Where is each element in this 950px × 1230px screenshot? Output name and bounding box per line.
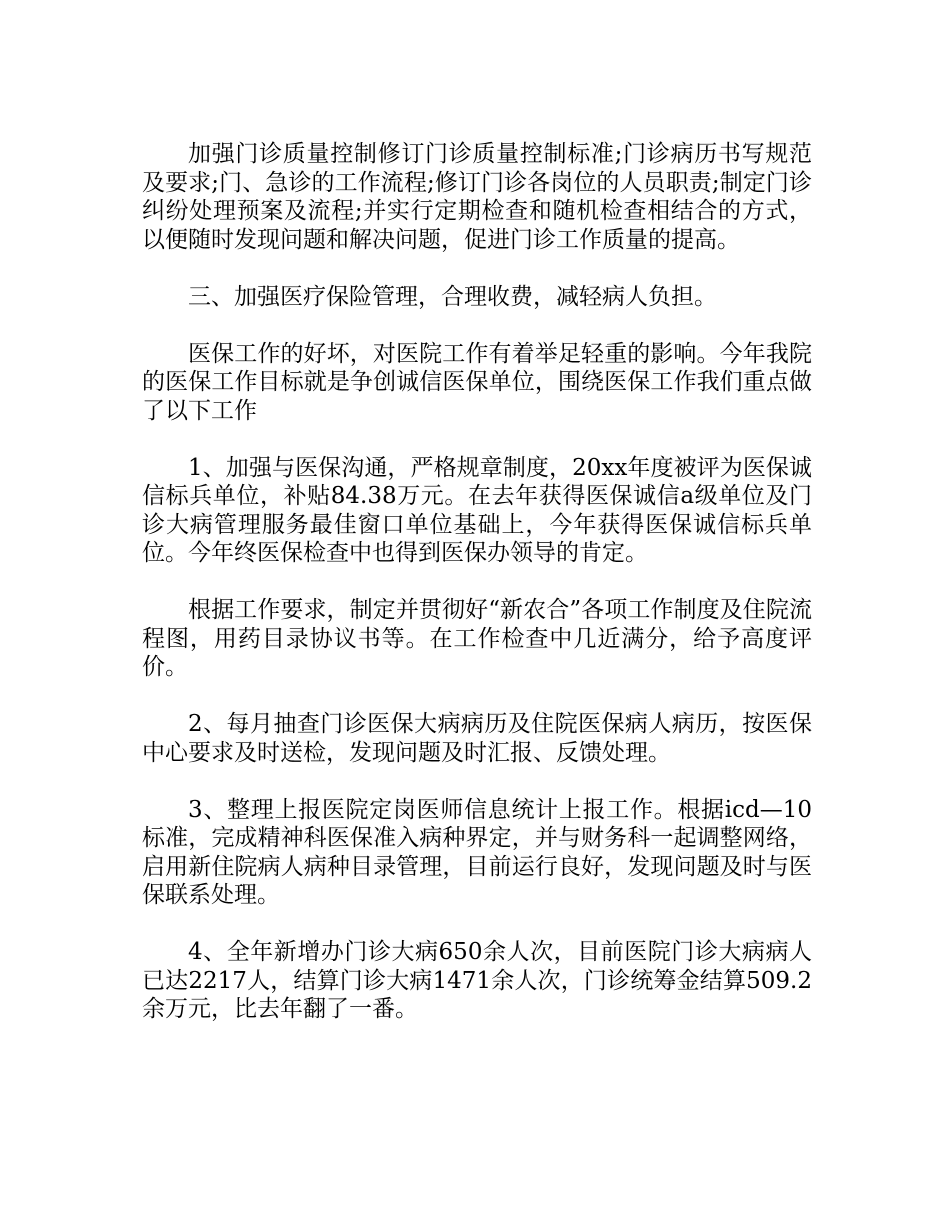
paragraph-item-3-icd10: 3、整理上报医院定岗医师信息统计上报工作。根据icd—10标准，完成精神科医保准入病种界定，并与财务科一起调整网络，启用新住院病人病种目录管理，目前运行良好，发现问题及时与医保联系处理。 <box>142 796 812 908</box>
document-body <box>142 140 812 1024</box>
paragraph-outpatient-quality: 加强门诊质量控制修订门诊质量控制标准;门诊病历书写规范及要求;门、急诊的工作流程;修订门诊各岗位的人员职责;制定门诊纠纷处理预案及流程;并实行定期检查和随机检查相结合的方式，以便随时发现问题和解决问题，促进门诊工作质量的提高。 <box>142 141 812 253</box>
section-heading-medical-insurance: 三、加强医疗保险管理，合理收费，减轻病人负担。 <box>188 283 717 310</box>
paragraph-item-1-communication: 1、加强与医保沟通，严格规章制度，20xx年度被评为医保诚信标兵单位，补贴84.38万元。在去年获得医保诚信a级单位及门诊大病管理服务最佳窗口单位基础上，今年获得医保诚信标兵单位。今年终医保检查中也得到医保办领导的肯定。 <box>142 454 812 566</box>
paragraph-insurance-importance: 医保工作的好坏，对医院工作有着举足轻重的影响。今年我院的医保工作目标就是争创诚信医保单位，围绕医保工作我们重点做了以下工作 <box>142 340 812 424</box>
paragraph-item-4-statistics: 4、全年新增办门诊大病650余人次，目前医院门诊大病病人已达2217人，结算门诊大病1471余人次，门诊统筹金结算509.2余万元，比去年翻了一番。 <box>142 939 812 1022</box>
paragraph-item-2-record-checks: 2、每月抽查门诊医保大病病历及住院医保病人病历，按医保中心要求及时送检，发现问题及时汇报、反馈处理。 <box>142 711 812 766</box>
paragraph-new-rural-cooperative: 根据工作要求，制定并贯彻好“新农合”各项工作制度及住院流程图，用药目录协议书等。在工作检查中几近满分，给予高度评价。 <box>142 597 812 680</box>
